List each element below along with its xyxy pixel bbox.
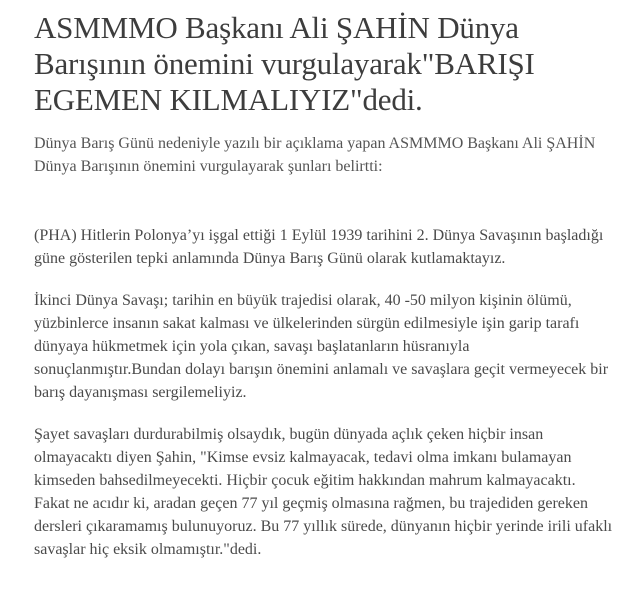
article xyxy=(34,10,614,580)
article-paragraph: Şayet savaşları durdurabilmiş olsaydık, bugün dünyada açlık çeken hiçbir insan olmayacaktı diyen Şahin, "Kimse evsiz kalmayacak, tedavi olma imkanı bulamayan kimseden bahsedilmeyecekti. Hiçbir çocuk eğitim hakkından mahrum kalmayacaktı. Fakat ne acıdır ki, aradan geçen 77 yıl geçmiş olmasına rağmen, bu trajediden gereken dersleri çıkaramamış bulunuyoruz. Bu 77 yıllık sürede, dünyanın hiçbir yerinde irili ufaklı savaşlar hiç eksik olmamıştır."dedi. xyxy=(34,426,613,558)
article-paragraph: (PHA) Hitlerin Polonya’yı işgal ettiği 1 Eylül 1939 tarihini 2. Dünya Savaşının başladığı güne gösterilen tepki anlamında Dünya Barış Günü olarak kutlamaktayız. xyxy=(34,227,604,267)
article-lead: Dünya Barış Günü nedeniyle yazılı bir açıklama yapan ASMMMO Başkanı Ali ŞAHİN Dünya Barışının önemini vurgulayarak şunları belirtti: xyxy=(34,135,596,175)
article-headline: ASMMMO Başkanı Ali ŞAHİN Dünya Barışının önemini vurgulayarak"BARIŞI EGEMEN KILMALIYIZ"dedi. xyxy=(34,10,535,117)
article-paragraph: İkinci Dünya Savaşı; tarihin en büyük trajedisi olarak, 40 -50 milyon kişinin ölümü, yüzbinlerce insanın sakat kalması ve ülkelerinden sürgün edilmesiyle işin garip tarafı dünyaya hükmetmek için yola çıkan, savaşı başlatanların hüsranıyla sonuçlanmıştır.Bundan dolayı barışın önemini anlamalı ve savaşlara geçit vermeyecek bir barış dayanışması sergilemeliyiz. xyxy=(34,292,609,401)
